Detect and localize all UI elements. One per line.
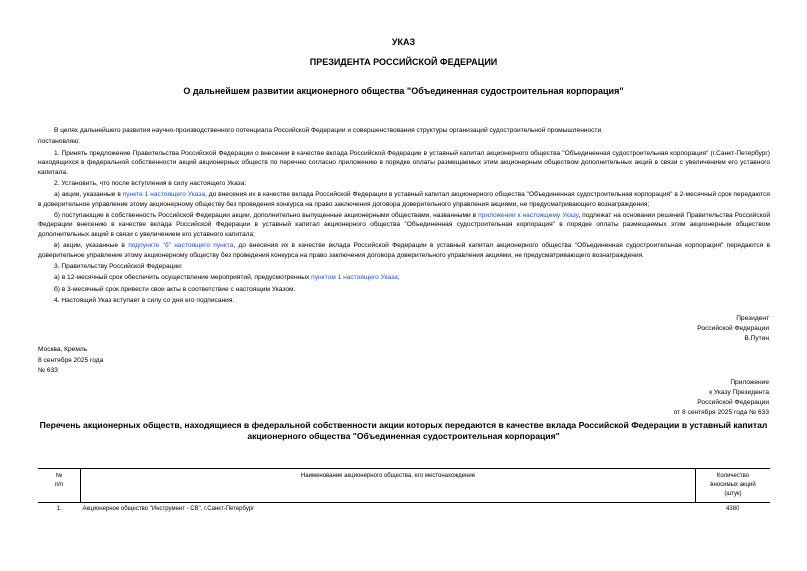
header-quantity-line2: вносимых акций: [710, 482, 756, 488]
intro-paragraph: В целях дальнейшего развития научно-производственного потенциала Российской Федерации и совершенствования структуры организаций судостроительной промышленности: [54, 127, 602, 134]
paragraph-2b-pre: б) поступающие в собственность Российской Федерации акции, дополнительно выпущенные акционерными обществами, названными в: [54, 211, 479, 219]
appendix-header: [674, 378, 769, 418]
header-name: Наименование акционерного общества, его местонахождение: [81, 469, 696, 503]
link-subpoint-b[interactable]: подпункте "б" настоящего пункта: [128, 242, 234, 250]
table-header-row: [38, 469, 770, 503]
paragraph-2: 2. Установить, что после вступления в силу настоящего Указа:: [54, 179, 247, 187]
place-date-block: [38, 345, 103, 377]
decree-word: постановляю:: [38, 138, 81, 146]
paragraph-2v: [38, 241, 770, 260]
header-quantity-line1: Количество: [716, 473, 750, 479]
header-number-line2: п/п: [54, 482, 64, 488]
link-appendix[interactable]: приложении к настоящему Указу: [478, 211, 579, 219]
paragraph-3: 3. Правительству Российской Федерации:: [54, 263, 183, 271]
document-number: № 633: [38, 367, 58, 374]
appendix-line-3: Российской Федерации: [697, 399, 769, 406]
paragraph-4: 4. Настоящий Указ вступает в силу со дня его подписания.: [54, 296, 235, 304]
document-title: УКАЗ: [391, 37, 416, 47]
appendix-line-1: Приложение: [730, 379, 769, 386]
signature-line-2: Российской Федерации: [697, 325, 769, 332]
header-number: [38, 469, 81, 503]
place-date: 8 сентября 2025 года: [38, 356, 104, 364]
paragraph-2a-pre: а) акции, указанные в: [54, 191, 123, 199]
decree-body: [38, 126, 770, 307]
row-company-name: Акционерное общество "Инструмент - СВ", г.Санкт-Петербург: [82, 506, 255, 512]
appendix-line-4: от 8 сентября 2025 года № 633: [673, 409, 769, 416]
paragraph-3b: б) в 3-месячный срок привести свои акты в соответствие с настоящим Указом.: [54, 285, 296, 293]
paragraph-2a: [38, 190, 770, 209]
appendix-title: Перечень акционерных обществ, находящиеся в федеральной собственности акции которых передаются в качестве вклада Российской Федерации в уставный капитал акционерного общества "Объединенная судостроительная корпорация": [39, 420, 768, 441]
paragraph-3a: [38, 273, 770, 283]
header-quantity-line3: (штук): [724, 491, 742, 497]
signature-line-3: В.Путин: [744, 335, 769, 342]
paragraph-1: 1. Принять предложение Правительства Российской Федерации о внесении в качестве вклада Российской Федерации в уставный капитал акционерного общества "Объединенная судостроительная корпорация" (г.Санкт-Петербург) находящихся в федеральной собственности акций акционерных обществ по перечню согласно приложению в порядке оплаты размещаемых этим акционерным обществом дополнительных акций в связи с увеличением его уставного капитала.: [38, 149, 770, 176]
paragraph-2b-post: , подлежат на основании решений Правительства Российской Федерации внесению в качестве вклада Российской Федерации в уставный капитал акционерного общества "Объединенная судостроительная корпорация" в порядке оплаты размещаемых этим акционерным обществом дополнительных акций в связи с увеличением его уставного капитала;: [38, 211, 771, 238]
companies-table: [38, 468, 770, 515]
row-quantity: 4380: [726, 506, 740, 512]
header-number-line1: №: [55, 473, 63, 479]
signature-line-1: Президент: [736, 315, 769, 322]
row-number: 1.: [56, 506, 62, 512]
link-point-1[interactable]: пункте 1 настоящего Указа: [122, 191, 206, 199]
place-city: Москва, Кремль: [38, 346, 88, 353]
paragraph-2v-post: , до внесения их в качестве вклада Российской Федерации в уставный капитал акционерного общества "Объединенная судостроительная корпорация" передаются в доверительное управление этому акционерному обществу без проведения конкурса на право заключения договора доверительного управления акциями, не предусматривающего вознаграждения.: [38, 242, 771, 259]
paragraph-3a-post: ;: [397, 274, 400, 282]
decree-subject: О дальнейшем развитии акционерного общества "Объединенная судостроительная корпорация": [183, 86, 624, 96]
issuer-title: ПРЕЗИДЕНТА РОССИЙСКОЙ ФЕДЕРАЦИИ: [309, 57, 498, 67]
table-row: [38, 503, 770, 516]
paragraph-2v-pre: в) акции, указанные в: [54, 242, 129, 250]
header-quantity: [696, 469, 771, 503]
appendix-line-2: к Указу Президента: [709, 389, 769, 396]
link-point-1-b[interactable]: пунктом 1 настоящего Указа: [311, 274, 398, 282]
paragraph-2a-post: , до внесения их в качестве вклада Российской Федерации в уставный капитал акционерного общества "Объединенная судостроительная корпорация" в 2-месячный срок передаются в доверительное управление этому акционерному обществу без проведения конкурса на право заключения договора доверительного управления акциями, не предусматривающего вознаграждения;: [38, 191, 770, 208]
signature-block: [697, 314, 769, 344]
paragraph-2b: [38, 211, 770, 240]
paragraph-3a-pre: а) в 12-месячный срок обеспечить осуществление мероприятий, предусмотренных: [54, 274, 312, 282]
